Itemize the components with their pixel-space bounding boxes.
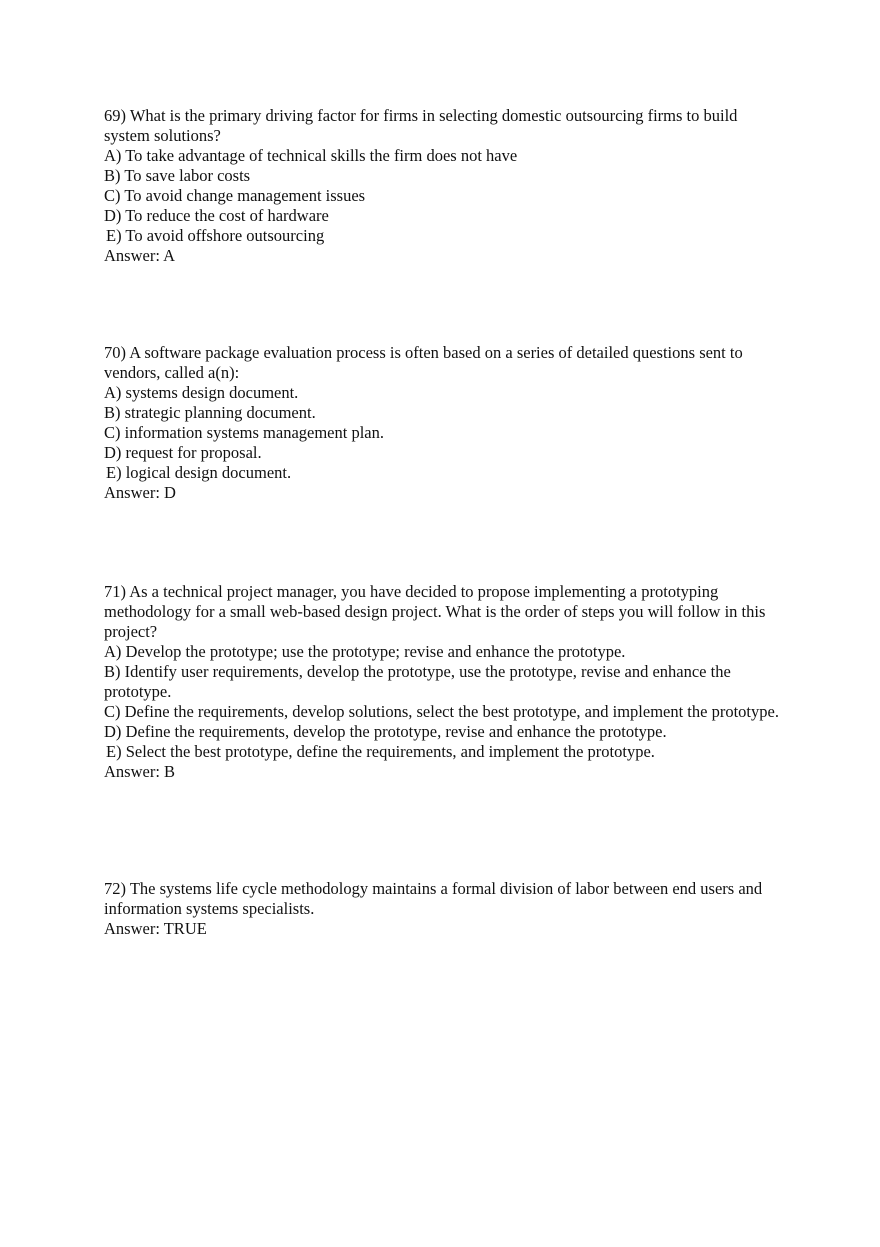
answer-option-c: C) To avoid change management issues bbox=[104, 186, 366, 205]
answer-option-c: C) Define the requirements, develop solutions, select the best prototype, and implement the prototype. bbox=[104, 702, 779, 721]
answer-key: Answer: B bbox=[104, 762, 176, 781]
answer-key: Answer: D bbox=[104, 483, 176, 502]
answer-option-e: E) Select the best prototype, define the requirements, and implement the prototype. bbox=[106, 742, 655, 761]
question-69 bbox=[104, 106, 784, 266]
answer-option-b: B) Identify user requirements, develop the prototype, use the prototype, revise and enhance the prototype. bbox=[104, 662, 731, 701]
question-stem: 70) A software package evaluation process is often based on a series of detailed questions sent to vendors, called a(n): bbox=[104, 343, 743, 382]
question-71 bbox=[104, 582, 784, 782]
answer-option-d: D) Define the requirements, develop the prototype, revise and enhance the prototype. bbox=[104, 722, 667, 741]
question-70 bbox=[104, 343, 784, 503]
answer-option-b: B) strategic planning document. bbox=[104, 403, 316, 422]
answer-key: Answer: A bbox=[104, 246, 176, 265]
answer-option-a: A) To take advantage of technical skills the firm does not have bbox=[104, 146, 518, 165]
answer-option-d: D) To reduce the cost of hardware bbox=[104, 206, 329, 225]
question-72 bbox=[104, 879, 784, 939]
question-stem: 72) The systems life cycle methodology maintains a formal division of labor between end users and information systems specialists. bbox=[104, 879, 763, 918]
answer-option-c: C) information systems management plan. bbox=[104, 423, 384, 442]
answer-option-e: E) To avoid offshore outsourcing bbox=[106, 226, 325, 245]
answer-option-e: E) logical design document. bbox=[106, 463, 292, 482]
question-stem: 69) What is the primary driving factor for firms in selecting domestic outsourcing firms to build system solutions? bbox=[104, 106, 738, 145]
answer-option-a: A) Develop the prototype; use the prototype; revise and enhance the prototype. bbox=[104, 642, 626, 661]
answer-option-a: A) systems design document. bbox=[104, 383, 299, 402]
answer-option-d: D) request for proposal. bbox=[104, 443, 262, 462]
question-stem: 71) As a technical project manager, you have decided to propose implementing a prototyping methodology for a small web-based design project. What is the order of steps you will follow in this project? bbox=[104, 582, 766, 641]
answer-key: Answer: TRUE bbox=[104, 919, 207, 938]
answer-option-b: B) To save labor costs bbox=[104, 166, 251, 185]
